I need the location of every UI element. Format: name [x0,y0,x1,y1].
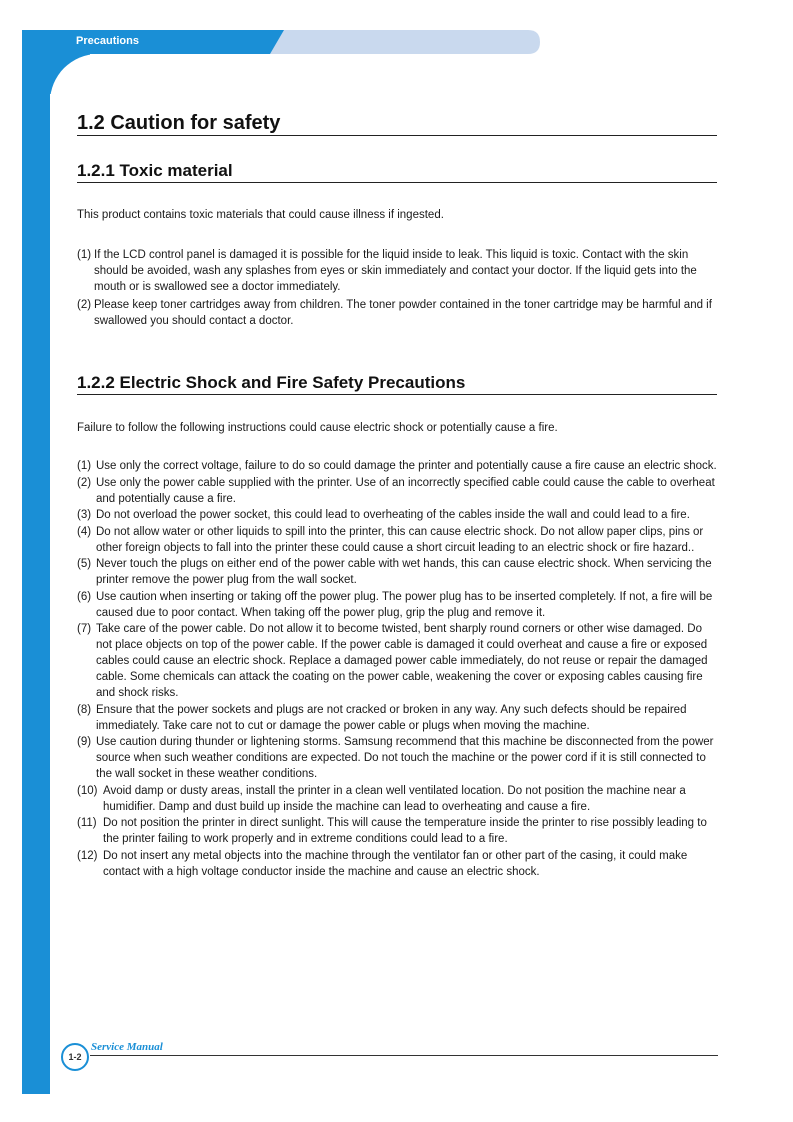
list-text: Use caution when inserting or taking off the power plug. The power plug has to be inserted completely. If not, a fire will be caused due to poor contact. When taking off the power plug, grip the plug and remove it. [96,590,713,619]
list-number: (1) [77,249,92,261]
list-text: Please keep toner cartridges away from children. The toner powder contained in the toner cartridge may be harmful and if swallowed you should contact a doctor. [94,299,712,327]
list-text: Use only the correct voltage, failure to do so could damage the printer and potentially cause a fire cause an electric shock. [96,460,717,472]
list-number: (1) [77,460,92,472]
list-number: (6) [77,590,92,603]
footer-manual-label: Service Manual [91,1041,163,1053]
list-number: (8) [77,703,92,716]
list-number: (9) [77,736,92,748]
list-number: (2) [77,299,92,311]
list-number: (10) [77,784,98,797]
list-item [77,815,719,847]
toxic-intro: This product contains toxic materials that could cause illness if ingested. [77,209,444,221]
list-text: Do not allow water or other liquids to spill into the printer, this can cause electric shock. Do not allow paper clips, pins or other foreign objects to fall into the printer these could cause a short circuit leading to an electric shock or fire hazard.. [96,525,704,554]
header-section-label: Precautions [76,35,139,47]
list-text: Ensure that the power sockets and plugs are not cracked or broken in any way. Any such defects should be repaired immediately. Take care not to cut or damage the power cable or plugs when moving the machine. [96,703,687,732]
list-number: (5) [77,558,92,570]
list-item [77,507,719,523]
list-text: Take care of the power cable. Do not allow it to become twisted, bent sharply round corners or other wise damaged. Do not place objects on top of the power cable. If the power cable is damaged it could overheat and cause a fire or exposed cables could cause an electric shock. Replace a damaged power cable immediately, do not reuse or repair the damaged cable. Some chemicals can attack the coating on the power cable, weakening the cover or exposing cables causing fire and shock risks. [96,623,708,699]
list-item [77,783,719,815]
footer-rule [90,1055,718,1056]
electric-list [77,458,719,880]
list-text: Use caution during thunder or lightening storms. Samsung recommend that this machine be disconnected from the power source when such weather conditions are expected. Do not touch the machine or the power cord if it is still connected to the wall socket in these weather conditions. [96,736,714,780]
list-item [77,848,719,880]
list-item [77,556,719,588]
list-number: (11) [77,817,97,829]
list-item [77,524,719,556]
list-number: (4) [77,525,92,538]
list-item [77,734,719,782]
list-text: If the LCD control panel is damaged it is possible for the liquid inside to leak. This liquid is toxic. Contact with the skin should be avoided, wash any splashes from eyes or skin immediately and contact your doctor. If the liquid gets into the mouth or is swallowed see a doctor immediately. [94,249,697,293]
list-item [77,458,719,474]
list-number: (7) [77,623,92,635]
list-item [77,247,719,295]
list-text: Do not overload the power socket, this could lead to overheating of the cables inside the wall and could lead to a fire. [96,509,690,521]
list-item [77,621,719,701]
toxic-list [77,247,719,331]
list-number: (3) [77,509,92,521]
list-item [77,475,719,507]
list-text: Never touch the plugs on either end of the power cable with wet hands, this can cause electric shock. When servicing the printer remove the power plug from the wall socket. [96,558,712,586]
list-number: (2) [77,476,92,489]
list-number: (12) [77,849,98,862]
list-item [77,702,719,734]
list-item [77,589,719,621]
list-text: Use only the power cable supplied with the printer. Use of an incorrectly specified cable could cause the cable to overheat and potentially cause a fire. [96,476,715,505]
section-heading-electric: 1.2.2 Electric Shock and Fire Safety Precautions [77,372,717,395]
left-side-bar [22,54,50,1094]
page-number-badge: 1-2 [61,1043,89,1071]
list-text: Avoid damp or dusty areas, install the printer in a clean well ventilated location. Do not position the machine near a humidifier. Damp and dust build up inside the machine can lead to overheating and cause a fire. [103,784,686,813]
page-title: 1.2 Caution for safety [77,111,717,136]
list-text: Do not position the printer in direct sunlight. This will cause the temperature inside the printer to rise possibly leading to the printer failing to work properly and in extreme conditions could lead to a fire. [103,817,707,845]
electric-intro: Failure to follow the following instructions could cause electric shock or potentially cause a fire. [77,422,558,434]
list-item [77,297,719,329]
list-text: Do not insert any metal objects into the machine through the ventilator fan or other part of the casing, it could make contact with a high voltage conductor inside the machine and cause an electric shock. [103,849,688,878]
section-heading-toxic: 1.2.1 Toxic material [77,160,717,183]
